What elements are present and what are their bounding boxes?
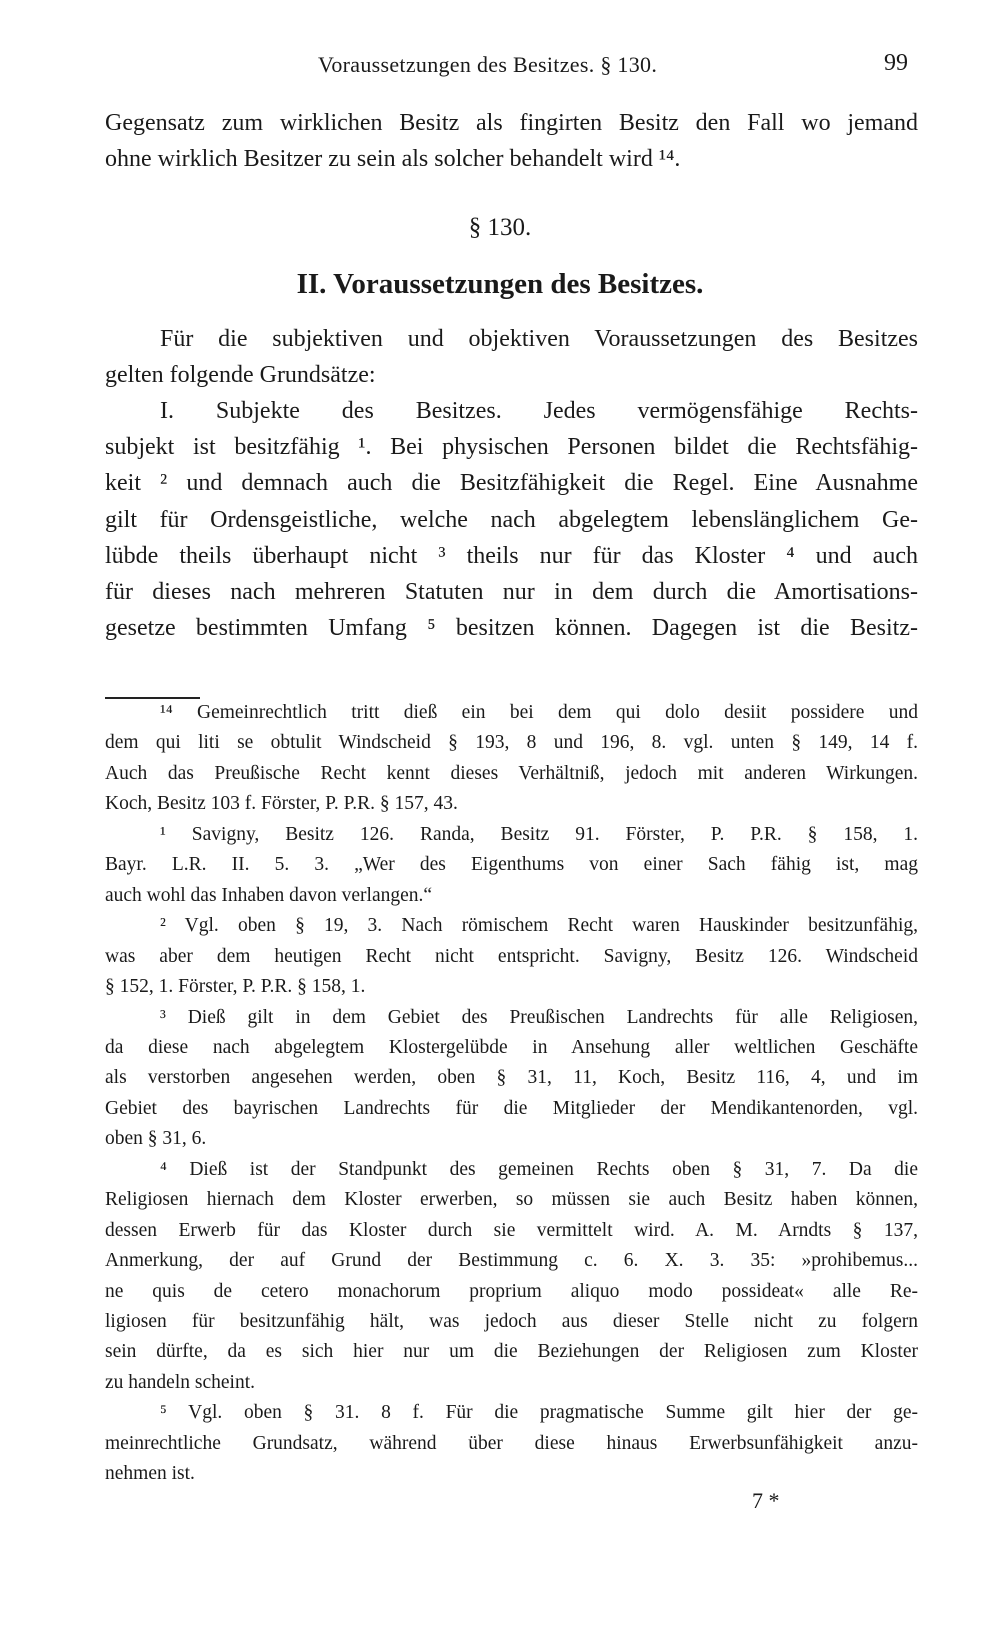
footnote-line: Bayr. L.R. II. 5. 3. „Wer des Eigenthums von einer Sach fähig ist, mag [105, 854, 918, 876]
text-line: subjekt ist besitzfähig ¹. Bei physischen Personen bildet die Rechtsfähig- [105, 434, 918, 461]
footnote-line: Koch, Besitz 103 f. Förster, P. P.R. § 157, 43. [105, 793, 458, 815]
footnote-line: ³ Dieß gilt in dem Gebiet des Preußischen Landrechts für alle Religiosen, [160, 1006, 918, 1028]
footnote-line: Anmerkung, der auf Grund der Bestimmung c. 6. X. 3. 35: »prohibemus... [105, 1250, 918, 1272]
text-line: lübde theils überhaupt nicht ³ theils nur für das Kloster ⁴ und auch [105, 542, 918, 569]
text-line: gilt für Ordensgeistliche, welche nach abgelegtem lebenslänglichem Ge- [105, 506, 918, 533]
footnote-line: nehmen ist. [105, 1463, 195, 1485]
text-line: Für die subjektiven und objektiven Voraussetzungen des Besitzes [160, 326, 918, 352]
footnote-line: ⁵ Vgl. oben § 31. 8 f. Für die pragmatische Summe gilt hier der ge- [160, 1402, 918, 1424]
footnote-line: ne quis de cetero monachorum proprium aliquo modo possideat« alle Re- [105, 1280, 918, 1302]
footnote-line: da diese nach abgelegtem Klostergelübde in Ansehung aller weltlichen Geschäfte [105, 1036, 918, 1058]
footnote-line: meinrechtliche Grundsatz, während über diese hinaus Erwerbsunfähigkeit anzu- [105, 1432, 918, 1454]
section-heading: II. Voraussetzungen des Besitzes. [296, 268, 704, 300]
footnote-line: ligiosen für besitzunfähig hält, was jedoch aus dieser Stelle nicht zu folgern [105, 1311, 918, 1332]
footnote-line: Auch das Preußische Recht kennt dieses Verhältniß, jedoch mit anderen Wirkungen. [105, 762, 918, 784]
footnote-line: auch wohl das Inhaben davon verlangen.“ [105, 884, 433, 906]
text-line: Gegensatz zum wirklichen Besitz als fingirten Besitz den Fall wo jemand [105, 110, 918, 136]
text-line: gelten folgende Grundsätze: [105, 362, 376, 389]
footnote-line: was aber dem heutigen Recht nicht entspricht. Savigny, Besitz 126. Windscheid [105, 945, 918, 967]
section-number: § 130. [468, 214, 532, 241]
signature-mark: 7 * [752, 1488, 780, 1513]
footnote-line: dem qui liti se obtulit Windscheid § 193, 8 und 196, 8. vgl. unten § 149, 14 f. [105, 732, 918, 754]
footnote-line: zu handeln scheint. [105, 1371, 255, 1393]
footnote-line: ² Vgl. oben § 19, 3. Nach römischem Recht waren Hauskinder besitzunfähig, [160, 915, 918, 937]
footnote-line: Gebiet des bayrischen Landrechts für die Mitglieder der Mendikantenorden, vgl. [105, 1097, 918, 1119]
running-head: Voraussetzungen des Besitzes. § 130. [318, 52, 658, 77]
footnote-line: ¹⁴ Gemeinrechtlich tritt dieß ein bei dem qui dolo desiit possidere und [160, 702, 918, 723]
footnote-line: ¹ Savigny, Besitz 126. Randa, Besitz 91. Förster, P. P.R. § 158, 1. [160, 823, 918, 845]
footnote-line: als verstorben angesehen werden, oben § 31, 11, Koch, Besitz 116, 4, und im [105, 1067, 918, 1089]
footnote-line: sein dürfte, da es sich hier nur um die Beziehungen der Religiosen zum Kloster [105, 1341, 918, 1363]
text-line: keit ² und demnach auch die Besitzfähigkeit die Regel. Eine Ausnahme [105, 470, 918, 497]
text-line: für dieses nach mehreren Statuten nur in dem durch die Amortisations- [105, 578, 918, 605]
text-line: gesetze bestimmten Umfang ⁵ besitzen können. Dagegen ist die Besitz- [105, 614, 918, 641]
page-number: 99 [884, 50, 908, 76]
footnote-line: § 152, 1. Förster, P. P.R. § 158, 1. [105, 976, 366, 998]
footnote-line: oben § 31, 6. [105, 1128, 207, 1150]
footnote-line: dessen Erwerb für das Kloster durch sie vermittelt wird. A. M. Arndts § 137, [105, 1219, 918, 1241]
footnote-line: ⁴ Dieß ist der Standpunkt des gemeinen Rechts oben § 31, 7. Da die [160, 1158, 918, 1180]
footnote-line: Religiosen hiernach dem Kloster erwerben, so müssen sie auch Besitz haben können, [105, 1189, 918, 1211]
text-line: ohne wirklich Besitzer zu sein als solcher behandelt wird ¹⁴. [105, 146, 681, 172]
text-line: I. Subjekte des Besitzes. Jedes vermögensfähige Rechts- [160, 398, 918, 425]
